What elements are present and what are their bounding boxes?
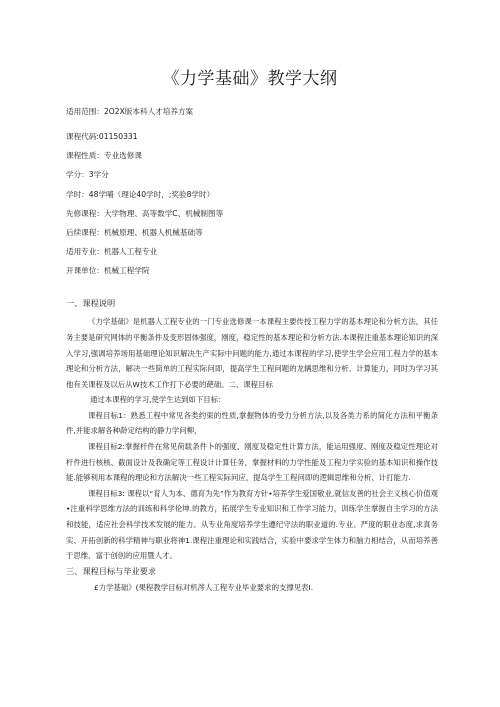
course-hours: 学时：48学哺（理论40学时，;奖验8学时） (66, 189, 215, 199)
prerequisite-courses: 先修课程：大学物理、高等数学C、机械制图等 (66, 208, 224, 218)
offering-unit: 开课单位：机械工程学院 (66, 266, 150, 276)
section-1-heading: 一、课程说明 (66, 298, 116, 309)
course-code: 课程代码:01150331 (66, 132, 138, 141)
course-meta (62, 131, 438, 276)
course-credits: 学分：3学分 (66, 170, 109, 180)
section-1-paragraph: 《力学基础》是机器人工程专业的一门专业选修课一本课程主要传授工程力学的基本理论和分析方法，其任务主要是研究网体的平衡条件及变形固体强度，刚度，稳定性的基本理论和分析方法.本课程注重基本理论知识的深入学习,强调培养场用基础理论知识解决生产实际中问题的能力,通过本课程的学习,使学生学会应用工程力学的基本理论和分析方法，解决一些简单的工程实际问即，提高学生工程问题的龙辆思维和分析、计算能力，同时为学习其他有关课程及以后从W技术工作打下必要的葩础。二、课程目标 (66, 317, 438, 389)
applicable-major: 适用专业：机器人工程专业 (66, 247, 158, 257)
applicable-scope: 适用范围：2O2X版本科人才培养方案 (66, 107, 194, 116)
follow-up-courses: 后续课程：机械原理、机器人机械基础等 (66, 227, 203, 237)
section-3-paragraph: £力学基础》(果程教学目标对机涔人工程专业毕业要求的支撑见表I. (94, 582, 314, 592)
document-title: 《力学基础》教学大纲 (162, 69, 338, 89)
goal-2-paragraph: 课程目标2:掌握杆件在常见荷载条件卜的强度、刚度及稳定性计算方法，能运用强度、刚度及稳定性理论对杆件进行核核、截面设计及我确定等工程设计计算任务，掌握材料的力学性能及工程力学实验的基本知识和操作技能.能够利用本课程的理论和方法解决一些工程实际问应，提岛学生工程问即的逻辑思维和分析、计打能力. (66, 442, 438, 483)
section-3-heading: 三、课程目标与毕业要求 (66, 565, 157, 576)
course-nature: 课程性质：专业选修课 (66, 151, 142, 161)
goal-3-paragraph: 课程目标3: 课程以“育人为本、德育为先”作为教育方针•培养学生爱国敬业,就信友善的社会主义核心价值观•注重科学思维方法的训练和科学伦坤.的教方，拓展学生专业知识和工作学习能力，训练学生掌握自主学习的方法和技能，适应社会科学技术发展的能力。从专业角度培养学生遵纪守法的职业道的.专业、严度的职业态度,求真务实、开拓创新的科学精神与职业将神1.课程注重理论和实践结合，实验中要求学生体力和脑力相结合，从而培养善于思维、富于创创的应用暨人才。 (66, 488, 438, 561)
goal-1-paragraph: 课程目标1：熟悉工程中常见各类约束的性质,掌握物体的受力分析方法,以及各类力系的简化方法和平衡条件,并能求解各种龄定结构的静力学问柳， (66, 410, 438, 436)
goals-intro: 通过本课程的学习,使学生达到如下目标： (90, 395, 226, 405)
